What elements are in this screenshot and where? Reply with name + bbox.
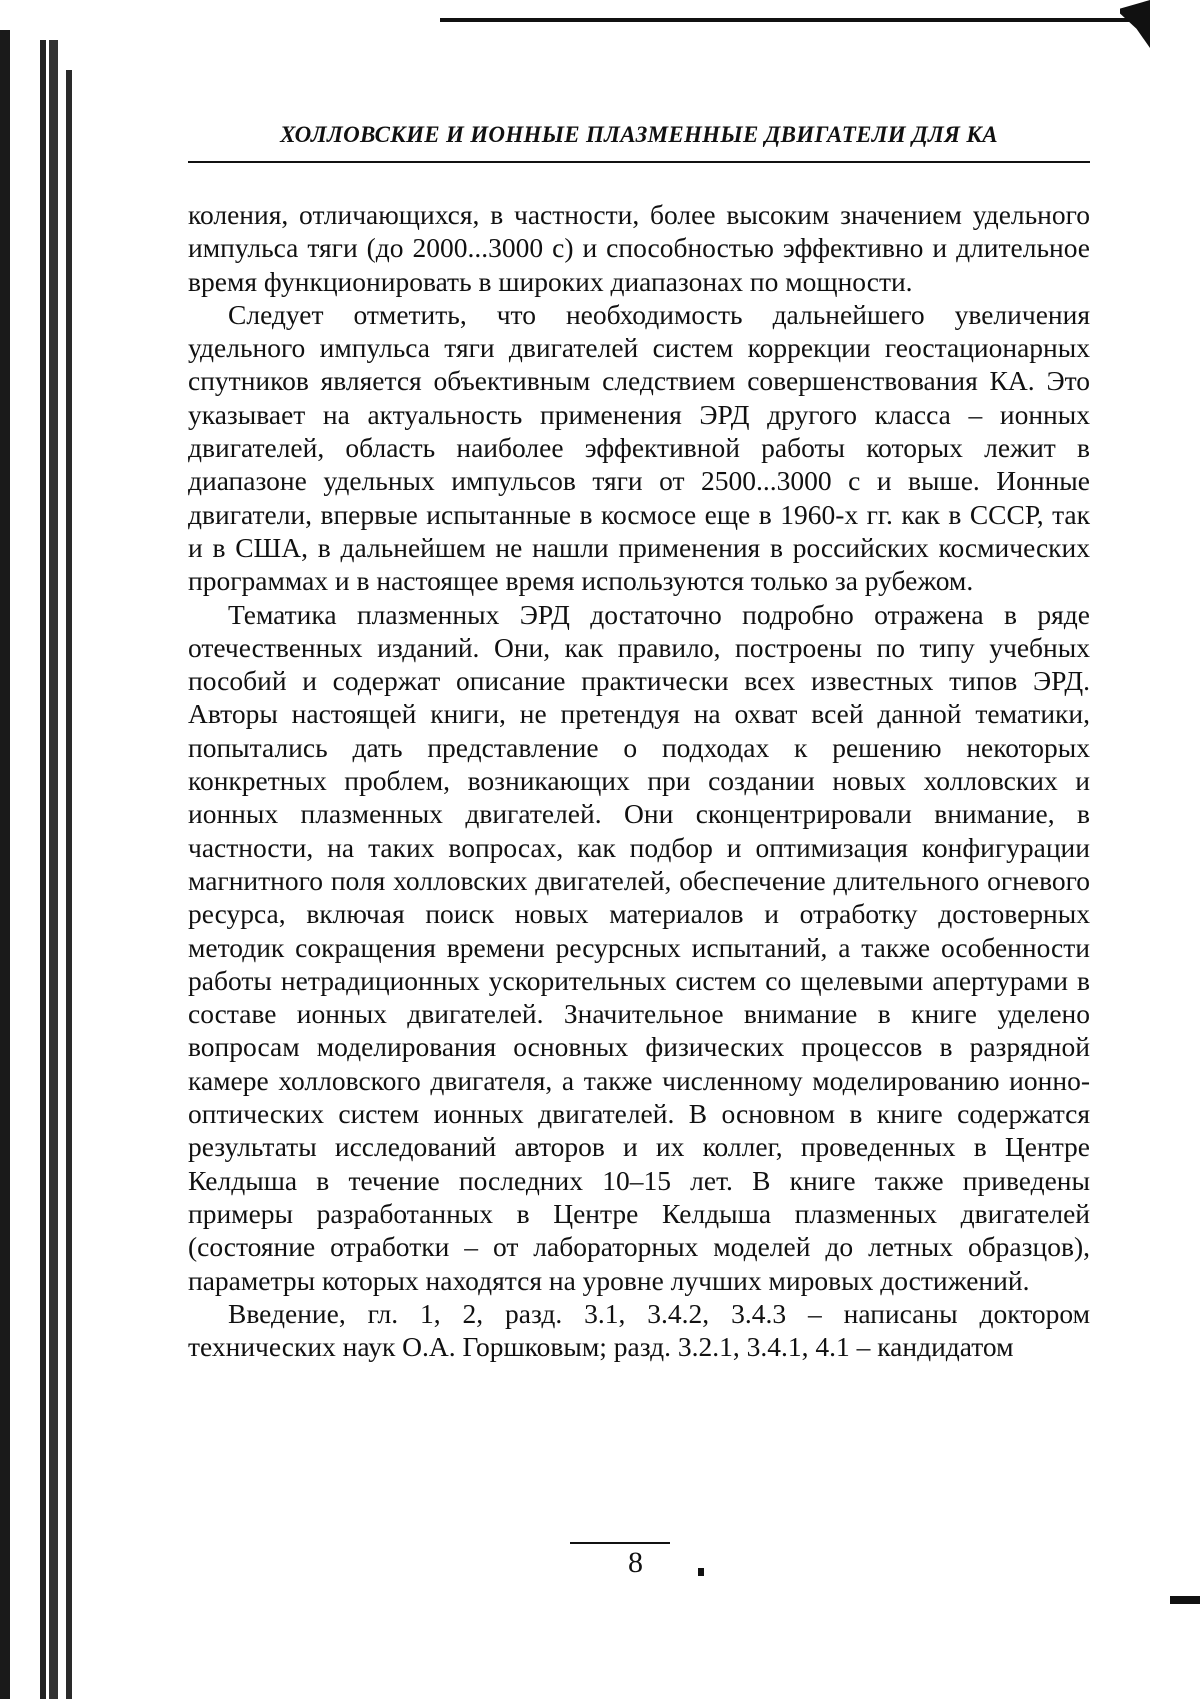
scan-top-corner (1120, 0, 1150, 48)
page-footer (570, 1542, 710, 1592)
paragraph-3: Тематика плазменных ЭРД достаточно подробно отражена в ряде отечественных изданий. Они, как правило, построены по типу учебных пособий и содержат описание практически всех известных типов ЭРД. Авторы настоящей книги, не претендуя на охват всей данной тематики, попытались дать представление о подходах к решению некоторых конкретных проблем, возникающих при создании новых холловских и ионных плазменных двигателей. Они сконцентрировали внимание, в частности, на таких вопросах, как подбор и оптимизация конфигурации магнитного поля холловских двигателей, обеспечение длительного огневого ресурса, включая поиск новых материалов и отработку достоверных методик сокращения времени ресурсных испытаний, а также особенности работы нетрадиционных ускорительных систем со щелевыми апертурами в составе ионных двигателей. Значительное внимание в книге уделено вопросам моделирования основных физических процессов в разрядной камере холловского двигателя, а также численному моделированию ионно-оптических систем ионных двигателей. В основном в книге содержатся результаты исследований авторов и их коллег, проведенных в Центре Келдыша в течение последних 10–15 лет. В книге также приведены примеры разработанных в Центре Келдыша плазменных двигателей (состояние отработки – от лабораторных моделей до летных образцов), параметры которых находятся на уровне лучших мировых достижений. (188, 598, 1090, 1297)
running-head-rule (188, 161, 1090, 163)
scan-top-rule (440, 18, 1140, 22)
paragraph-4: Введение, гл. 1, 2, разд. 3.1, 3.4.2, 3.4.3 – написаны доктором технических наук О.А. Горшковым; разд. 3.2.1, 3.4.1, 4.1 – кандидатом (188, 1297, 1090, 1364)
running-head: ХОЛЛОВСКИЕ И ИОННЫЕ ПЛАЗМЕННЫЕ ДВИГАТЕЛИ ДЛЯ КА (188, 122, 1090, 148)
page-dot-mark (698, 1568, 704, 1576)
paragraph-1: коления, отличающихся, в частности, более высоким значением удельного импульса тяги (до 2000...3000 с) и способностью эффективно и длительное время функционировать в широких диапазонах по мощности. (188, 198, 1090, 298)
page-number: 8 (628, 1546, 643, 1580)
scan-binding-shadow (40, 40, 58, 1699)
paragraph-2: Следует отметить, что необходимость дальнейшего увеличения удельного импульса тяги двигателей систем коррекции геостационарных спутников является объективным следствием совершенствования КА. Это указывает на актуальность применения ЭРД другого класса – ионных двигателей, область наиболее эффективной работы которых лежит в диапазоне удельных импульсов тяги от 2500...3000 с и выше. Ионные двигатели, впервые испытанные в космосе еще в 1960-х гг. как в СССР, так и в США, в дальнейшем не нашли применения в российских космических программах и в настоящее время используются только за рубежом. (188, 298, 1090, 598)
scan-binding-line (66, 70, 72, 1699)
body-text (188, 198, 1090, 1363)
page-number-rule (570, 1542, 670, 1544)
scan-edge-mark (1170, 1596, 1200, 1604)
scan-binding-edge (0, 30, 10, 1699)
